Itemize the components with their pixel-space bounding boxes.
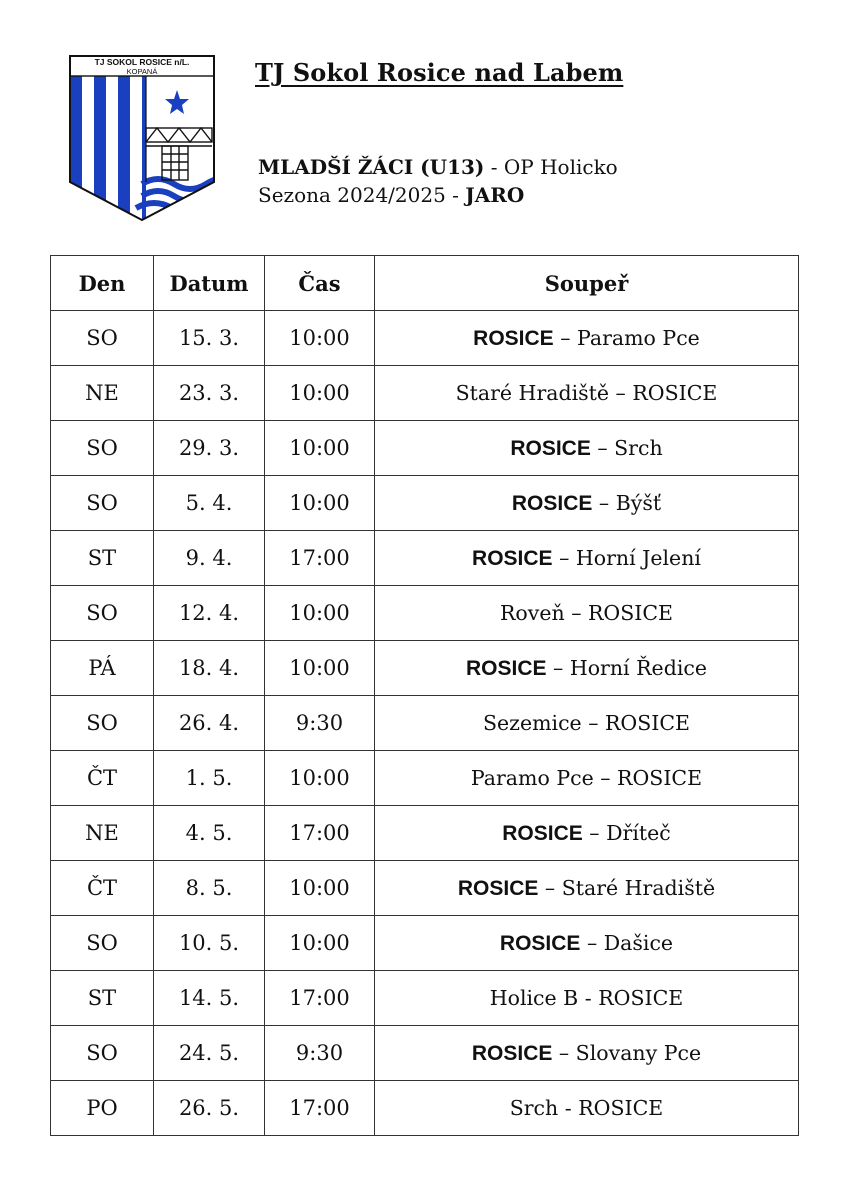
crest-name-text: TJ SOKOL ROSICE n/L.	[94, 57, 190, 67]
away-team: Horní Jelení	[575, 545, 701, 570]
away-team: ROSICE	[598, 986, 684, 1010]
match-separator: –	[546, 655, 570, 680]
time-cell: 10:00	[265, 641, 375, 696]
crest-section-text: KOPANÁ	[126, 67, 158, 76]
opponent-cell	[375, 751, 799, 806]
table-row	[51, 696, 799, 751]
day-cell: SO	[51, 311, 154, 366]
away-team: ROSICE	[587, 601, 674, 625]
time-cell: 9:30	[265, 696, 375, 751]
table-row	[51, 1081, 799, 1136]
match-separator: –	[582, 820, 607, 845]
time-cell: 17:00	[265, 806, 375, 861]
day-cell: SO	[51, 916, 154, 971]
opponent-cell	[375, 366, 799, 421]
away-team: Býšť	[615, 490, 662, 515]
time-cell: 10:00	[265, 311, 375, 366]
away-team: Dašice	[603, 930, 674, 955]
season-part-label: JARO	[465, 183, 525, 207]
day-cell: ČT	[51, 861, 154, 916]
league-label: OP Holicko	[503, 155, 618, 179]
away-team: Slovany Pce	[575, 1040, 702, 1065]
time-cell: 10:00	[265, 751, 375, 806]
away-team: Paramo Pce	[576, 325, 700, 350]
table-row	[51, 366, 799, 421]
table-row	[51, 311, 799, 366]
opponent-cell	[375, 971, 799, 1026]
away-team: Horní Ředice	[569, 655, 707, 680]
table-row	[51, 421, 799, 476]
table-row	[51, 751, 799, 806]
season-separator: -	[445, 183, 466, 207]
home-team: ROSICE	[466, 656, 547, 680]
home-team: Srch	[509, 1096, 559, 1120]
club-crest-logo	[66, 54, 218, 224]
date-cell: 18. 4.	[154, 641, 265, 696]
category-separator: -	[484, 155, 504, 179]
opponent-cell	[375, 586, 799, 641]
date-cell: 10. 5.	[154, 916, 265, 971]
date-cell: 4. 5.	[154, 806, 265, 861]
home-team: ROSICE	[473, 326, 554, 350]
table-header-row	[51, 256, 799, 311]
home-team: Staré Hradiště	[455, 381, 610, 405]
season-label: Sezona 2024/2025	[258, 183, 446, 207]
day-cell: PÁ	[51, 641, 154, 696]
date-cell: 15. 3.	[154, 311, 265, 366]
club-title: TJ Sokol Rosice nad Labem	[255, 58, 624, 87]
match-separator: -	[558, 1096, 579, 1120]
date-cell: 26. 5.	[154, 1081, 265, 1136]
category-label: MLADŠÍ ŽÁCI (U13)	[258, 155, 485, 179]
match-separator: –	[553, 325, 577, 350]
away-team: Srch	[614, 435, 663, 460]
date-cell: 8. 5.	[154, 861, 265, 916]
opponent-cell	[375, 806, 799, 861]
day-cell: NE	[51, 366, 154, 421]
schedule-body	[51, 311, 799, 1136]
home-team: ROSICE	[471, 1041, 553, 1065]
home-team: ROSICE	[472, 546, 553, 570]
competition-info	[258, 153, 618, 209]
opponent-cell	[375, 1081, 799, 1136]
time-cell: 17:00	[265, 1081, 375, 1136]
opponent-cell	[375, 421, 799, 476]
home-team: ROSICE	[510, 436, 591, 460]
date-cell: 24. 5.	[154, 1026, 265, 1081]
away-team: ROSICE	[604, 711, 691, 735]
day-cell: ST	[51, 971, 154, 1026]
away-team: Staré Hradiště	[561, 875, 716, 900]
match-separator: –	[580, 930, 604, 955]
date-cell: 1. 5.	[154, 751, 265, 806]
day-cell: ČT	[51, 751, 154, 806]
away-team: Dříteč	[606, 820, 671, 845]
column-header-day: Den	[51, 256, 154, 311]
table-row	[51, 476, 799, 531]
home-team: Roveň	[499, 601, 565, 625]
date-cell: 29. 3.	[154, 421, 265, 476]
time-cell: 10:00	[265, 586, 375, 641]
match-separator: -	[578, 986, 599, 1010]
match-separator: –	[590, 435, 615, 460]
day-cell: ST	[51, 531, 154, 586]
opponent-cell	[375, 311, 799, 366]
opponent-cell	[375, 531, 799, 586]
column-header-time: Čas	[265, 256, 375, 311]
match-separator: –	[538, 875, 562, 900]
season-line	[258, 181, 618, 209]
opponent-cell	[375, 861, 799, 916]
column-header-opponent: Soupeř	[375, 256, 799, 311]
home-team: ROSICE	[457, 876, 539, 900]
home-team: ROSICE	[511, 491, 593, 515]
time-cell: 10:00	[265, 916, 375, 971]
match-separator: –	[592, 490, 616, 515]
day-cell: PO	[51, 1081, 154, 1136]
date-cell: 23. 3.	[154, 366, 265, 421]
match-separator: –	[564, 601, 588, 625]
opponent-cell	[375, 696, 799, 751]
match-separator: –	[552, 545, 576, 570]
away-team: ROSICE	[632, 381, 718, 405]
day-cell: SO	[51, 696, 154, 751]
table-row	[51, 531, 799, 586]
time-cell: 17:00	[265, 531, 375, 586]
away-team: ROSICE	[578, 1096, 664, 1120]
day-cell: SO	[51, 586, 154, 641]
opponent-cell	[375, 641, 799, 696]
time-cell: 10:00	[265, 476, 375, 531]
home-team: Sezemice	[482, 711, 582, 735]
day-cell: SO	[51, 1026, 154, 1081]
match-separator: –	[609, 381, 633, 405]
table-row	[51, 1026, 799, 1081]
column-header-date: Datum	[154, 256, 265, 311]
home-team: Paramo Pce	[470, 766, 594, 790]
time-cell: 17:00	[265, 971, 375, 1026]
table-row	[51, 971, 799, 1026]
table-row	[51, 861, 799, 916]
opponent-cell	[375, 916, 799, 971]
day-cell: NE	[51, 806, 154, 861]
day-cell: SO	[51, 421, 154, 476]
table-row	[51, 586, 799, 641]
match-separator: –	[552, 1040, 576, 1065]
date-cell: 14. 5.	[154, 971, 265, 1026]
category-line	[258, 153, 618, 181]
opponent-cell	[375, 476, 799, 531]
time-cell: 10:00	[265, 366, 375, 421]
time-cell: 10:00	[265, 421, 375, 476]
opponent-cell	[375, 1026, 799, 1081]
time-cell: 10:00	[265, 861, 375, 916]
table-row	[51, 916, 799, 971]
time-cell: 9:30	[265, 1026, 375, 1081]
date-cell: 9. 4.	[154, 531, 265, 586]
date-cell: 26. 4.	[154, 696, 265, 751]
match-separator: –	[593, 766, 618, 790]
day-cell: SO	[51, 476, 154, 531]
table-row	[51, 806, 799, 861]
home-team: ROSICE	[502, 821, 583, 845]
table-row	[51, 641, 799, 696]
home-team: ROSICE	[499, 931, 581, 955]
match-schedule-table	[50, 255, 799, 1136]
away-team: ROSICE	[617, 766, 703, 790]
date-cell: 12. 4.	[154, 586, 265, 641]
date-cell: 5. 4.	[154, 476, 265, 531]
match-separator: –	[581, 711, 605, 735]
home-team: Holice B	[489, 986, 579, 1010]
